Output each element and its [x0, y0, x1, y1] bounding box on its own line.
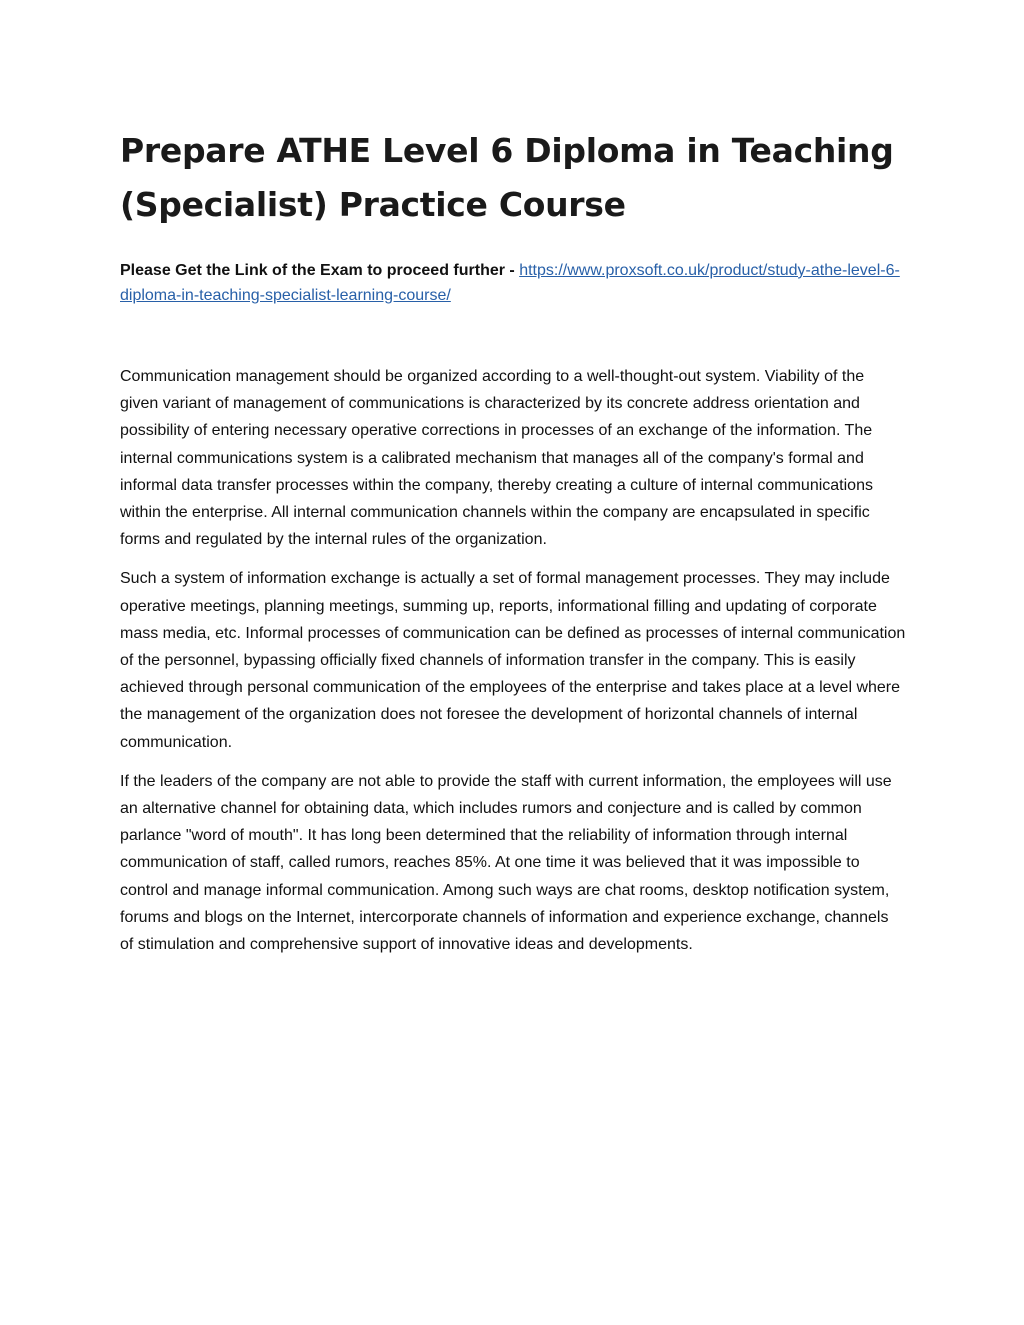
body-paragraph-2: Such a system of information exchange is actually a set of formal management processes. They may include operative meetings, planning meetings, summing up, reports, informational filling and updating of corporate mass media, etc. Informal processes of communication can be defined as processes of internal communication of the personnel, bypassing officially fixed channels of information transfer in the company. This is easily achieved through personal communication of the employees of the enterprise and takes place at a level where the management of the organization does not foresee the development of horizontal channels of internal communication. [120, 570, 906, 751]
page-title: Prepare ATHE Level 6 Diploma in Teaching (Specialist) Practice Course [120, 131, 894, 224]
exam-link-lead: Please Get the Link of the Exam to proceed further - [120, 262, 520, 279]
body-paragraph-3: If the leaders of the company are not able to provide the staff with current information, the employees will use an alternative channel for obtaining data, which includes rumors and conjecture and is called by common parlance "word of mouth". It has long been determined that the reliability of information through internal communication of staff, called rumors, reaches 85%. At one time it was believed that it was impossible to control and manage informal communication. Among such ways are chat rooms, desktop notification system, forums and blogs on the Internet, intercorporate channels of information and experience exchange, channels of stimulation and comprehensive support of innovative ideas and developments. [120, 772, 892, 954]
body-text [120, 363, 906, 958]
document-page [120, 124, 906, 970]
body-paragraph-1: Communication management should be organized according to a well-thought-out system. Viability of the given variant of management of communications is characterized by its concrete address orientation and possibility of entering necessary operative corrections in processes of an exchange of the information. The internal communications system is a calibrated mechanism that manages all of the company's formal and informal data transfer processes within the company, thereby creating a culture of internal communications within the enterprise. All internal communication channels within the company are encapsulated in specific forms and regulated by the internal rules of the organization. [120, 368, 873, 549]
exam-link-paragraph [120, 258, 906, 308]
exam-link[interactable]: https://www.proxsoft.co.uk/product/study-athe-level-6-diploma-in-teaching-specialist-learning-course/ [120, 262, 900, 304]
